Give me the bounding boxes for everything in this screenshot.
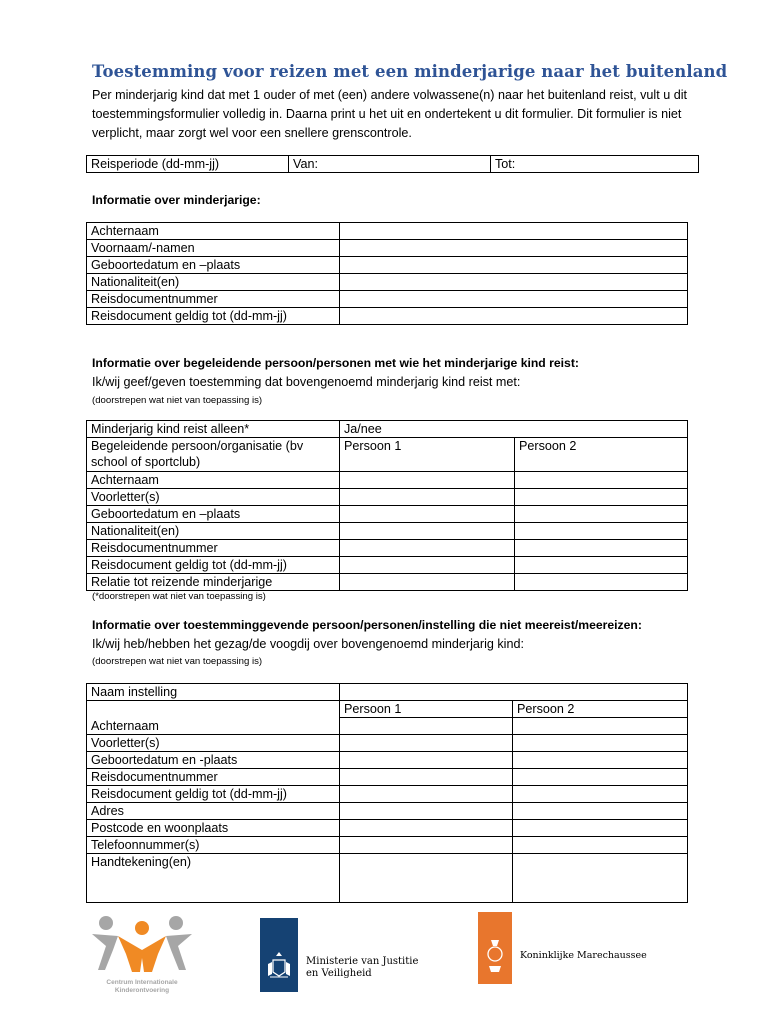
consent-label: Achternaam bbox=[87, 718, 340, 735]
cik-logo bbox=[88, 914, 196, 992]
cik-name-line1: Centrum Internationale bbox=[106, 979, 178, 986]
companion-label: Reisdocumentnummer bbox=[87, 540, 340, 557]
minor-field[interactable] bbox=[340, 223, 688, 240]
consent-field[interactable] bbox=[513, 803, 688, 820]
minor-label: Reisdocumentnummer bbox=[87, 291, 340, 308]
minor-label: Reisdocument geldig tot (dd-mm-jj) bbox=[87, 308, 340, 325]
consent-field[interactable] bbox=[513, 837, 688, 854]
minor-field[interactable] bbox=[340, 308, 688, 325]
companion-label: Relatie tot reizende minderjarige bbox=[87, 574, 340, 591]
consent-field[interactable] bbox=[340, 752, 513, 769]
consent-statement: Ik/wij heb/hebben het gezag/de voogdij over bovengenoemd minderjarig kind: bbox=[92, 637, 524, 651]
consent-label: Geboortedatum en -plaats bbox=[87, 752, 340, 769]
period-table bbox=[86, 155, 699, 173]
consent-field[interactable] bbox=[513, 718, 688, 735]
companion-footnote: (*doorstrepen wat niet van toepassing is) bbox=[92, 591, 266, 602]
alone-label: Minderjarig kind reist alleen* bbox=[87, 421, 340, 438]
cik-name-line2: Kinderontvoering bbox=[114, 987, 170, 994]
signature-field[interactable] bbox=[340, 854, 513, 903]
minor-field[interactable] bbox=[340, 291, 688, 308]
minor-label: Geboortedatum en –plaats bbox=[87, 257, 340, 274]
minor-table bbox=[86, 222, 688, 325]
companion-statement: Ik/wij geef/geven toestemming dat bovengenoemd minderjarig kind reist met: bbox=[92, 375, 521, 389]
consent-heading: Informatie over toestemminggevende persoon/personen/instelling die niet meereist/meereizen: bbox=[92, 618, 642, 632]
kmar-name: Koninklijke Marechaussee bbox=[520, 950, 647, 961]
kmar-emblem-bar bbox=[478, 912, 512, 984]
companion-field[interactable] bbox=[515, 489, 688, 506]
consent-header-spacer bbox=[87, 701, 340, 718]
period-to-field[interactable]: Tot: bbox=[491, 156, 699, 173]
ministry-logo bbox=[260, 918, 420, 992]
companion-table bbox=[86, 420, 688, 591]
consent-person2-header: Persoon 2 bbox=[513, 701, 688, 718]
companion-label: Achternaam bbox=[87, 472, 340, 489]
companion-field[interactable] bbox=[340, 557, 515, 574]
consent-field[interactable] bbox=[340, 837, 513, 854]
consent-table bbox=[86, 683, 688, 903]
consent-field[interactable] bbox=[340, 786, 513, 803]
consent-field[interactable] bbox=[340, 735, 513, 752]
institution-field[interactable] bbox=[340, 684, 688, 701]
companion-label: Reisdocument geldig tot (dd-mm-jj) bbox=[87, 557, 340, 574]
minor-field[interactable] bbox=[340, 240, 688, 257]
consent-label: Telefoonnummer(s) bbox=[87, 837, 340, 854]
companion-field[interactable] bbox=[515, 574, 688, 591]
companion-field[interactable] bbox=[515, 557, 688, 574]
consent-field[interactable] bbox=[340, 718, 513, 735]
coat-of-arms-icon bbox=[260, 918, 298, 992]
companion-field[interactable] bbox=[515, 523, 688, 540]
minor-label: Achternaam bbox=[87, 223, 340, 240]
companion-heading: Informatie over begeleidende persoon/personen met wie het minderjarige kind reist: bbox=[92, 356, 579, 370]
period-from-field[interactable]: Van: bbox=[289, 156, 491, 173]
companion-note: (doorstrepen wat niet van toepassing is) bbox=[92, 395, 263, 406]
companion-label: Nationaliteit(en) bbox=[87, 523, 340, 540]
consent-label: Reisdocument geldig tot (dd-mm-jj) bbox=[87, 786, 340, 803]
person2-header: Persoon 2 bbox=[515, 438, 688, 472]
consent-field[interactable] bbox=[513, 820, 688, 837]
consent-field[interactable] bbox=[513, 735, 688, 752]
companion-field[interactable] bbox=[515, 540, 688, 557]
companion-label: Voorletter(s) bbox=[87, 489, 340, 506]
consent-field[interactable] bbox=[340, 820, 513, 837]
consent-person1-header: Persoon 1 bbox=[340, 701, 513, 718]
companion-field[interactable] bbox=[515, 506, 688, 523]
signature-label: Handtekening(en) bbox=[87, 854, 340, 903]
minor-label: Voornaam/-namen bbox=[87, 240, 340, 257]
companion-field[interactable] bbox=[340, 489, 515, 506]
period-label: Reisperiode (dd-mm-jj) bbox=[87, 156, 289, 173]
companion-label: Geboortedatum en –plaats bbox=[87, 506, 340, 523]
cik-figures-icon bbox=[88, 914, 196, 974]
minor-label: Nationaliteit(en) bbox=[87, 274, 340, 291]
companion-field[interactable] bbox=[515, 472, 688, 489]
minor-field[interactable] bbox=[340, 274, 688, 291]
consent-label: Postcode en woonplaats bbox=[87, 820, 340, 837]
kmar-logo bbox=[478, 912, 648, 984]
companion-field[interactable] bbox=[340, 523, 515, 540]
ministry-name-line2: en Veiligheid bbox=[306, 968, 372, 979]
person1-header: Persoon 1 bbox=[340, 438, 515, 472]
grenade-emblem-icon bbox=[478, 912, 512, 984]
alone-value[interactable]: Ja/nee bbox=[340, 421, 688, 438]
minor-heading: Informatie over minderjarige: bbox=[92, 193, 261, 207]
companion-field[interactable] bbox=[340, 540, 515, 557]
companion-field[interactable] bbox=[340, 506, 515, 523]
signature-field[interactable] bbox=[513, 854, 688, 903]
consent-label: Voorletter(s) bbox=[87, 735, 340, 752]
page-title: Toestemming voor reizen met een minderjarige naar het buitenland bbox=[92, 62, 728, 81]
companion-field[interactable] bbox=[340, 472, 515, 489]
minor-field[interactable] bbox=[340, 257, 688, 274]
consent-field[interactable] bbox=[513, 769, 688, 786]
consent-field[interactable] bbox=[513, 786, 688, 803]
consent-field[interactable] bbox=[340, 769, 513, 786]
companion-field[interactable] bbox=[340, 574, 515, 591]
consent-label: Reisdocumentnummer bbox=[87, 769, 340, 786]
consent-field[interactable] bbox=[340, 803, 513, 820]
ministry-name-line1: Ministerie van Justitie bbox=[306, 956, 419, 967]
consent-label: Adres bbox=[87, 803, 340, 820]
consent-note: (doorstrepen wat niet van toepassing is) bbox=[92, 656, 263, 667]
org-label: Begeleidende persoon/organisatie (bv school of sportclub) bbox=[87, 438, 340, 472]
consent-field[interactable] bbox=[513, 752, 688, 769]
intro-text: Per minderjarig kind dat met 1 ouder of met (een) andere volwassene(n) naar het buitenland reist, vult u dit toestemmingsformulier volledig in. Daarna print u het uit en ondertekent u dit formulier. Dit formulier is niet verplicht, maar zorgt wel voor een snellere grenscontrole. bbox=[92, 88, 688, 140]
ministry-crest-bar bbox=[260, 918, 298, 992]
institution-label: Naam instelling bbox=[87, 684, 340, 701]
